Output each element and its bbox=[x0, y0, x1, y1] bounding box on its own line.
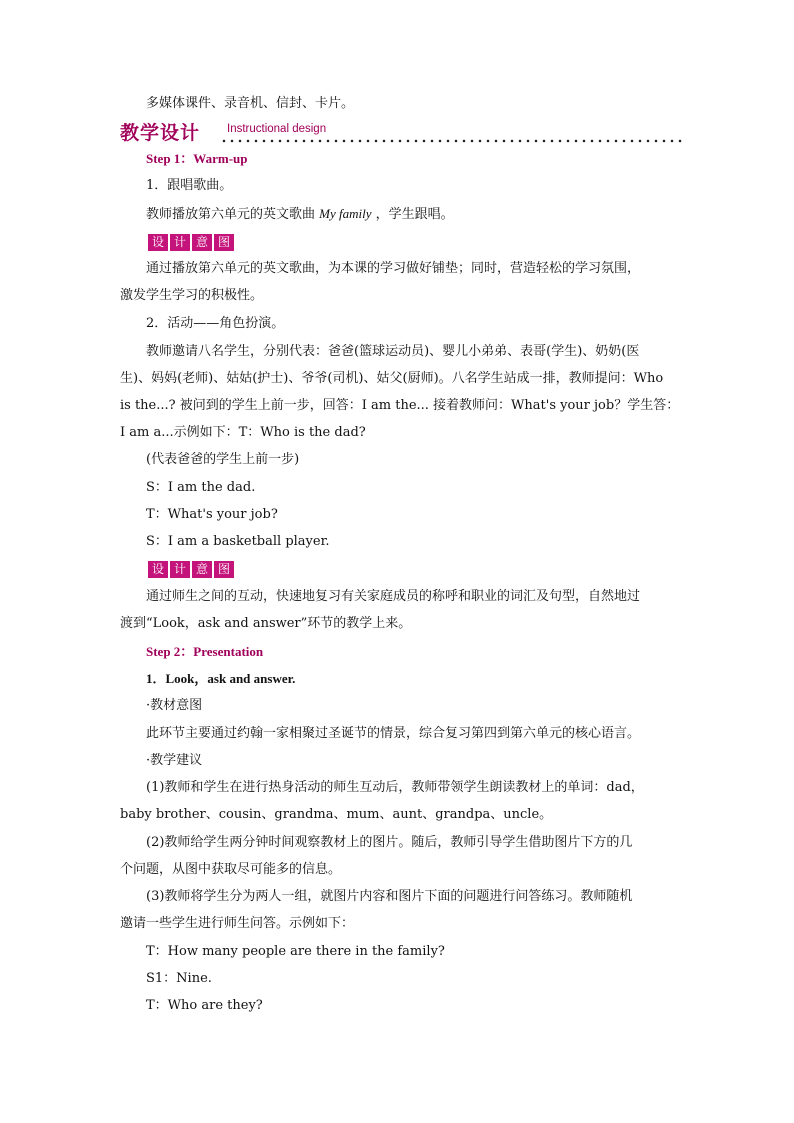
intent-text: 此环节主要通过约翰一家相聚过圣诞节的情景，综合复习第四到第六单元的核心语言。 bbox=[146, 726, 641, 741]
item2-line4: I am a...示例如下：T：Who is the dad? bbox=[120, 425, 366, 440]
tag-char: 设 bbox=[148, 234, 168, 251]
purpose1-line1: 通过播放第六单元的英文歌曲，为本课的学习做好铺垫；同时，营造轻松的学习氛围， bbox=[146, 261, 641, 276]
intent-label: ·教材意图 bbox=[146, 698, 203, 713]
step1-item1-title: 1．跟唱歌曲。 bbox=[146, 178, 233, 193]
section-title-en: Instructional design bbox=[227, 123, 327, 135]
dialog-line: (代表爸爸的学生上前一步) bbox=[146, 452, 300, 467]
tag-char: 计 bbox=[170, 234, 190, 251]
step2-item1-title: 1．Look，ask and answer. bbox=[146, 671, 296, 686]
dialog-line: T：How many people are there in the family? bbox=[146, 944, 445, 959]
tag-char: 意 bbox=[192, 234, 212, 251]
design-intent-tag bbox=[148, 561, 234, 578]
step2-title: Step 2：Presentation bbox=[146, 644, 264, 659]
advice1-line1: (1)教师和学生在进行热身活动的师生互动后，教师带领学生朗读教材上的单词：dad， bbox=[146, 780, 644, 795]
tag-char: 图 bbox=[214, 561, 234, 578]
tag-char: 意 bbox=[192, 561, 212, 578]
section-title-cn: 教学设计 bbox=[120, 122, 201, 144]
advice1-line2: baby brother、cousin、grandma、mum、aunt、grandpa、uncle。 bbox=[120, 807, 553, 822]
advice3-line1: (3)教师将学生分为两人一组，就图片内容和图片下面的问题进行问答练习。教师随机 bbox=[146, 889, 633, 904]
purpose2-line2: 渡到“Look，ask and answer”环节的教学上来。 bbox=[120, 616, 412, 631]
item2-line2: 生)、妈妈(老师)、姑姑(护士)、爷爷(司机)、姑父(厨师)。八名学生站成一排，教师提问：Who bbox=[120, 371, 664, 386]
tag-char: 计 bbox=[170, 561, 190, 578]
advice-label: ·教学建议 bbox=[146, 753, 203, 768]
item2-line3: is the...? 被问到的学生上前一步，回答：I am the... 接着教师问：What's your job？学生答： bbox=[120, 398, 680, 413]
step1-item1-text bbox=[146, 200, 702, 228]
advice3-line2: 邀请一些学生进行师生问答。示例如下： bbox=[120, 916, 355, 931]
heading-dotted-rule bbox=[220, 139, 686, 143]
tag-char: 设 bbox=[148, 561, 168, 578]
item2-line1: 教师邀请八名学生，分别代表：爸爸(篮球运动员)、婴儿小弟弟、表哥(学生)、奶奶(医 bbox=[146, 344, 640, 359]
section-heading bbox=[120, 118, 686, 148]
advice2-line1: (2)教师给学生两分钟时间观察教材上的图片。随后，教师引导学生借助图片下方的几 bbox=[146, 835, 633, 850]
step1-title: Step 1：Warm-up bbox=[146, 151, 248, 166]
advice2-line2: 个问题，从图中获取尽可能多的信息。 bbox=[120, 862, 342, 877]
dialog-line: S：I am a basketball player. bbox=[146, 534, 330, 549]
tag-char: 图 bbox=[214, 234, 234, 251]
song-title: My family bbox=[319, 206, 372, 221]
item1-text-a: 教师播放第六单元的英文歌曲 bbox=[146, 207, 316, 222]
dialog-line: S：I am the dad. bbox=[146, 480, 256, 495]
item1-text-b: ，学生跟唱。 bbox=[375, 207, 454, 222]
dialog-line: T：What's your job? bbox=[146, 507, 278, 522]
step1-item2-title: 2．活动——角色扮演。 bbox=[146, 316, 285, 331]
materials-line: 多媒体课件、录音机、信封、卡片。 bbox=[146, 96, 355, 111]
purpose2-line1: 通过师生之间的互动，快速地复习有关家庭成员的称呼和职业的词汇及句型，自然地过 bbox=[146, 589, 641, 604]
dialog-line: T：Who are they? bbox=[146, 998, 263, 1013]
purpose1-line2: 激发学生学习的积极性。 bbox=[120, 288, 264, 303]
dialog-line: S1：Nine. bbox=[146, 971, 212, 986]
design-intent-tag bbox=[148, 234, 234, 251]
